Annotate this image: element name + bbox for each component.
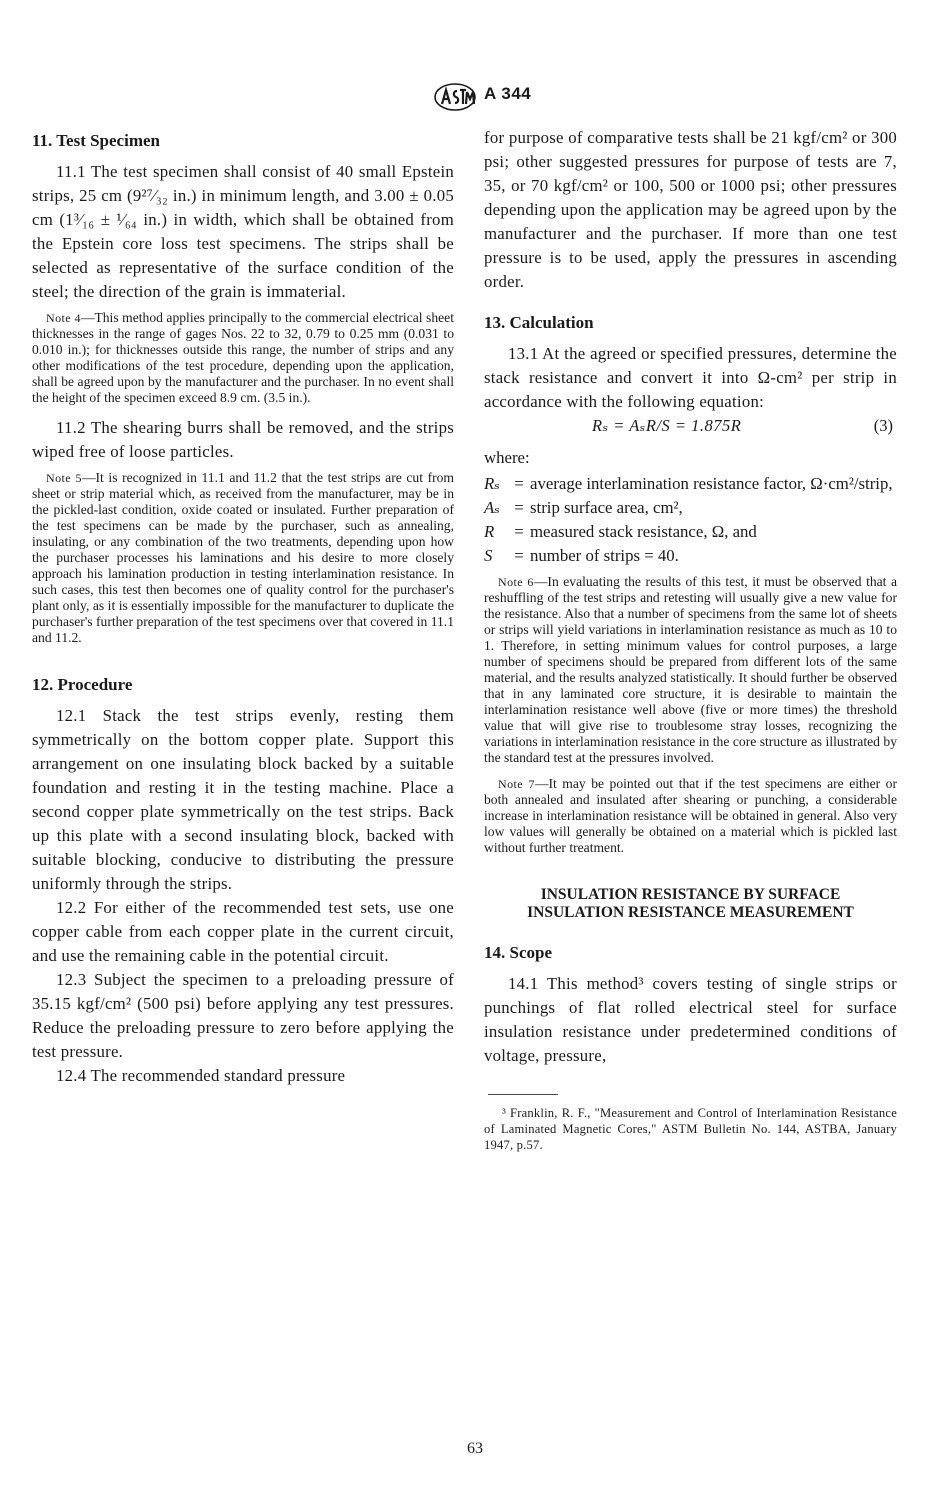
paragraph-13-1: 13.1 At the agreed or specified pressures, determine the stack resistance and convert it into Ω-cm² per strip in accordance with the following equation: — [484, 344, 897, 412]
insulation-heading-line-1: INSULATION RESISTANCE BY SURFACE — [540, 886, 841, 904]
paragraph-14-1: 14.1 This method³ covers testing of single strips or punchings of flat rolled electrical steel for surface insulation resistance under predetermined conditions of voltage, pressure, — [484, 973, 897, 1065]
footnote-3: ³ Franklin, R. F., "Measurement and Control of Interlamination Resistance of Laminated Magnetic Cores," ASTM Bulletin No. 144, ASTBA, January 1947, p.57. — [484, 1105, 897, 1152]
definition-symbol: Aₛ — [484, 498, 500, 518]
astm-logo-icon — [432, 82, 478, 112]
definition-row — [484, 544, 897, 568]
insulation-heading-line-2: INSULATION RESISTANCE MEASUREMENT — [527, 903, 854, 921]
page-number: 63 — [467, 1440, 483, 1457]
definition-text: average interlamination resistance factor, Ω·cm²/strip, — [530, 474, 893, 494]
note-6-text: —In evaluating the results of this test, it must be observed that a reshuffling of the test strips and retesting will usually give a new value for the resistance. Also that a number of specimens from the same lot of sheets or strips will yield variations in interlamination resistance as much as 10 to 1. Therefore, in setting minimum values for control purposes, a large number of specimens should be prepared from different lots of the same material, and the results analyzed statistically. It should further be observed that in any laminated core structure, it is desirable to maintain the interlamination resistance well above (five or more times) the threshold value that will give rise to troublesome stray losses, recognizing the variations in interlamination resistance in the core structure as illustrated by the standard test at the pressures involved. — [484, 574, 897, 766]
section-13-heading: 13. Calculation — [484, 313, 594, 332]
section-14-heading: 14. Scope — [484, 942, 552, 962]
note-5-label: Note 5 — [46, 471, 82, 486]
paragraph-11-1: 11.1 The test specimen shall consist of 40 small Epstein strips, 25 cm (9²⁷⁄₃₂ in.) in minimum length, and 3.00 ± 0.05 cm (1³⁄₁₆ ± ¹⁄₆₄ in.) in width, which shall be obtained from the Epstein core loss test specimens. The strips shall be selected as representative of the surface condition of the steel; the direction of the grain is immaterial. — [32, 162, 454, 302]
definition-row — [484, 520, 897, 544]
section-12-heading: 12. Procedure — [32, 675, 133, 695]
definition-equals: = — [514, 498, 524, 518]
paragraph-12-1: 12.1 Stack the test strips evenly, resting them symmetrically on the bottom copper plate. Support this arrangement on one insulating block backed by a suitable foundation and resting it in the testing machine. Place a second copper plate symmetrically on the test strips. Back up this plate with a second insulating block, backed with suitable blocking, conducive to distributing the pressure uniformly through the strips. — [32, 706, 454, 894]
note-4-text: —This method applies principally to the commercial electrical sheet thicknesses in the range of gages Nos. 22 to 32, 0.79 to 0.25 mm (0.031 to 0.010 in.); for thicknesses outside this range, the number of strips and any other modifications of the test procedure, depending upon the application, shall be agreed upon by the manufacturer and the purchaser. In no event shall the height of the specimen exceed 8.9 cm. (3.5 in.). — [32, 310, 454, 406]
definition-text: strip surface area, cm², — [530, 498, 683, 518]
right-column — [484, 126, 897, 1153]
note-7-label: Note 7 — [498, 777, 535, 792]
variable-definitions — [484, 472, 897, 568]
definition-text: measured stack resistance, Ω, and — [530, 522, 757, 542]
definition-equals: = — [514, 522, 524, 542]
definition-text: number of strips = 40. — [530, 546, 679, 566]
note-4 — [32, 310, 454, 406]
note-6 — [484, 574, 897, 766]
equation-text: Rₛ = AₛR/S = 1.875R — [592, 416, 742, 436]
note-4-label: Note 4 — [46, 311, 81, 326]
definition-symbol: S — [484, 546, 493, 566]
definition-row — [484, 496, 897, 520]
equation-3 — [484, 414, 897, 442]
definition-equals: = — [514, 474, 524, 494]
definition-symbol: Rₛ — [484, 474, 500, 494]
paragraph-11-2: 11.2 The shearing burrs shall be removed, and the strips wiped free of loose particles. — [32, 418, 454, 462]
section-11-heading: 11. Test Specimen — [32, 131, 160, 150]
paragraph-12-3: 12.3 Subject the specimen to a preloading pressure of 35.15 kgf/cm² (500 psi) before applying any test pressures. Reduce the preloading pressure to zero before applying the test pressure. — [32, 970, 454, 1062]
note-5 — [32, 470, 454, 646]
page-header — [0, 78, 950, 114]
equation-number: (3) — [873, 416, 893, 436]
document-id: A 344 — [484, 84, 532, 103]
note-5-text: —It is recognized in 11.1 and 11.2 that the test strips are cut from sheet or strip material which, as received from the manufacturer, may be in the pickled-last condition, oxide coated or insulated. Further preparation of the test specimens can be made by the purchaser, such as annealing, insulating, or any combination of the two treatments, depending upon how the purchaser processes his laminations and his desire to more closely approach his lamination production in testing interlamination resistance. In such cases, this test then becomes one of quality control for the purchaser's plant only, as it is essentially impossible for the manufacturer to duplicate the purchaser's further preparation of the test specimens over that covered in 11.1 and 11.2. — [32, 470, 454, 646]
where-label: where: — [484, 448, 530, 468]
definition-equals: = — [514, 546, 524, 566]
insulation-resistance-heading — [484, 886, 897, 922]
left-column — [32, 126, 454, 1088]
definition-symbol: R — [484, 522, 495, 542]
note-6-label: Note 6 — [498, 575, 534, 590]
paragraph-12-2: 12.2 For either of the recommended test sets, use one copper cable from each copper plate in the current circuit, and use the remaining cable in the potential circuit. — [32, 898, 454, 966]
footnote-divider — [488, 1094, 558, 1095]
paragraph-12-4: 12.4 The recommended standard pressure — [56, 1066, 346, 1086]
definition-row — [484, 472, 897, 496]
note-7-text: —It may be pointed out that if the test specimens are either or both annealed and insulated after shearing or punching, a considerable increase in interlamination resistance will be obtained in general. Also very low values will generally be obtained on a material which is pickled last without further treatment. — [484, 776, 898, 856]
paragraph-12-4-continued: for purpose of comparative tests shall be 21 kgf/cm² or 300 psi; other suggested pressures for purpose of tests are 7, 35, or 70 kgf/cm² or 100, 500 or 1000 psi; other pressures depending upon the application may be agreed upon by the manufacturer and the purchaser. If more than one test pressure is to be used, apply the pressures in ascending order. — [484, 128, 897, 291]
note-7 — [484, 776, 897, 856]
